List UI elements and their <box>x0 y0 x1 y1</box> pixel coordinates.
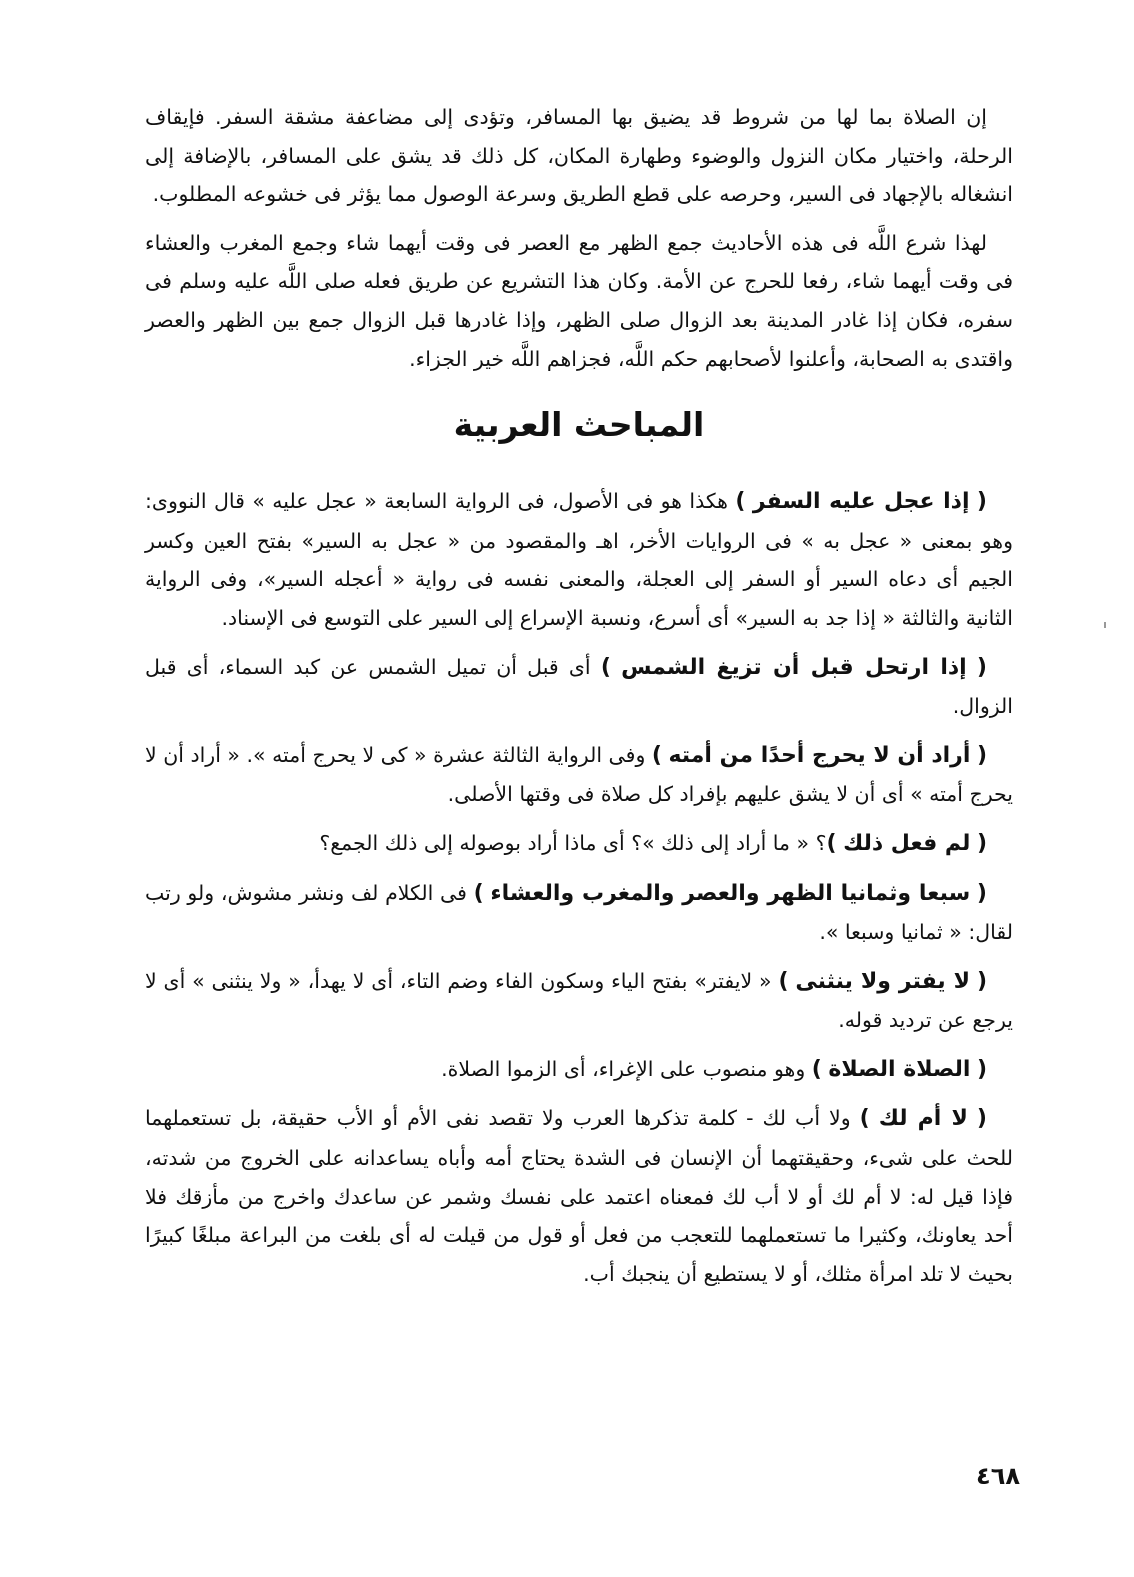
entry-lemma: إذا عجل عليه السفر <box>752 489 970 515</box>
intro-paragraph-2: لهذا شرع اللَّه فى هذه الأحاديث جمع الظهر مع العصر فى وقت أيهما شاء وجمع المغرب والعشاء فى وقت أيهما شاء، رفعا للحرج عن الأمة. وكان هذا التشريع عن طريق فعله صلى اللَّه عليه وسلم فى سفره، فكان إذا غادر المدينة بعد الزوال صلى الظهر، وإذا غادرها قبل الزوال جمع بين الظهر والعصر واقتدى به الصحابة، وأعلنوا لأصحابهم حكم اللَّه، فجزاهم اللَّه خير الجزاء. <box>145 230 1013 371</box>
entry-text: ولا أب لك - كلمة تذكرها العرب ولا تقصد نفى الأم أو الأب حقيقة، بل تستعملهما للحث على شىء، وحقيقتهما أن الإنسان فى الشدة يحتاج أمه وأباه يساعدانه على الخروج من شدته، فإذا قيل له: لا أم لك أو لا أب لك فمعناه اعتمد على نفسك وشمر عن ساعدك واخرج من مأزقك فلا أحد يعاونك، وكثيرا ما تستعملهما للتعجب من فعل أو قول من قيلت له أى بلغت من البراعة مبلغًا كبيرًا بحيث لا تلد امرأة مثلك، أو لا يستطيع أن ينجبك أب. <box>145 1106 1013 1286</box>
entry-paragraph: ( إذا عجل عليه السفر ) هكذا هو فى الأصول، فى الرواية السابعة « عجل عليه » قال النووى: وهو بمعنى « عجل به » فى الروايات الأخر، اهـ والمقصود من « عجل به السير» بفتح العين وكسر الجيم أى دعاه السير أو السفر إلى العجلة، والمعنى نفسه فى رواية « أعجله السير»، وفى الرواية الثانية والثالثة « إذا جد به السير» أى أسرع، ونسبة الإسراع إلى السير على التوسع فى الإسناد. <box>145 489 1013 630</box>
entry-paragraph: ( أراد أن لا يحرج أحدًا من أمته ) وفى الرواية الثالثة عشرة « كى لا يحرج أمته ». « أراد أن لا يحرج أمته » أى أن لا يشق عليهم بإفراد كل صلاة فى وقتها الأصلى. <box>145 742 1013 807</box>
entry-lemma: لا يفتر ولا ينثنى <box>795 968 971 994</box>
entry-lemma: الصلاة الصلاة <box>828 1056 971 1082</box>
entry-text: وهو منصوب على الإغراء، أى الزموا الصلاة. <box>441 1056 812 1081</box>
entry-text: وفى الرواية الثالثة عشرة « كى لا يحرج أمته ». « أراد أن لا يحرج أمته » أى أن لا يشق عليهم بإفراد كل صلاة فى وقتها الأصلى. <box>145 742 1013 807</box>
entry-paragraph: ( الصلاة الصلاة ) وهو منصوب على الإغراء، أى الزموا الصلاة. <box>441 1056 987 1082</box>
entry-text: « لايفتر» بفتح الياء وسكون الفاء وضم التاء، أى لا يهدأ، « ولا ينثنى » أى لا يرجع عن ترديد قوله. <box>145 968 1013 1033</box>
intro-paragraph-1: إن الصلاة بما لها من شروط قد يضيق بها المسافر، وتؤدى إلى مضاعفة مشقة السفر. فإيقاف الرحلة، واختيار مكان النزول والوضوء وطهارة المكان، كل ذلك قد يشق على المسافر، بالإضافة إلى انشغاله بالإجهاد فى السير، وحرصه على قطع الطريق وسرعة الوصول مما يؤثر فى خشوعه المطلوب. <box>145 105 1013 207</box>
entry-lemma: لا أم لك <box>878 1106 968 1132</box>
page-body <box>145 98 1013 1303</box>
entry-paragraph: ( إذا ارتحل قبل أن تزيغ الشمس ) أى قبل أن تميل الشمس عن كبد السماء، أى قبل الزوال. <box>145 654 1013 719</box>
section-title: المباحث العربية <box>453 405 705 445</box>
entry-text: هكذا هو فى الأصول، فى الرواية السابعة « عجل عليه » قال النووى: وهو بمعنى « عجل به » فى الروايات الأخر، اهـ والمقصود من « عجل به السير» بفتح العين وكسر الجيم أى دعاه السير أو السفر إلى العجلة، والمعنى نفسه فى رواية « أعجله السير»، وفى الرواية الثانية والثالثة « إذا جد به السير» أى أسرع، ونسبة الإسراع إلى السير على التوسع فى الإسناد. <box>145 489 1013 630</box>
entry-paragraph: ( سبعا وثمانيا الظهر والعصر والمغرب والعشاء ) فى الكلام لف ونشر مشوش، ولو رتب لقال: « ثمانيا وسبعا ». <box>145 880 1013 945</box>
entry-lemma: لم فعل ذلك <box>843 830 971 856</box>
page-number: ٤٦٨ <box>976 1462 1020 1490</box>
entry-lemma: أراد أن لا يحرج أحدًا من أمته <box>668 742 971 768</box>
entry-text: فى الكلام لف ونشر مشوش، ولو رتب لقال: « ثمانيا وسبعا ». <box>145 880 1013 945</box>
entry-paragraph: ( لا أم لك ) ولا أب لك - كلمة تذكرها العرب ولا تقصد نفى الأم أو الأب حقيقة، بل تستعملهما للحث على شىء، وحقيقتهما أن الإنسان فى الشدة يحتاج أمه وأباه يساعدانه على الخروج من شدته، فإذا قيل له: لا أم لك أو لا أب لك فمعناه اعتمد على نفسك وشمر عن ساعدك واخرج من مأزقك فلا أحد يعاونك، وكثيرا ما تستعملهما للتعجب من فعل أو قول من قيلت له أى بلغت من البراعة مبلغًا كبيرًا بحيث لا تلد امرأة مثلك، أو لا يستطيع أن ينجبك أب. <box>145 1106 1013 1286</box>
entry-lemma: إذا ارتحل قبل أن تزيغ الشمس <box>621 654 967 680</box>
entry-lemma: سبعا وثمانيا الظهر والعصر والمغرب والعشاء <box>490 880 971 906</box>
entry-paragraph: ( لا يفتر ولا ينثنى ) « لايفتر» بفتح الياء وسكون الفاء وضم التاء، أى لا يهدأ، « ولا ينثنى » أى لا يرجع عن ترديد قوله. <box>145 968 1013 1033</box>
entry-text: أى قبل أن تميل الشمس عن كبد السماء، أى قبل الزوال. <box>145 654 1013 719</box>
entry-text: ؟ « ما أراد إلى ذلك »؟ أى ماذا أراد بوصوله إلى ذلك الجمع؟ <box>319 830 827 855</box>
scan-speck <box>1104 622 1106 628</box>
entry-paragraph: ( لم فعل ذلك )؟ « ما أراد إلى ذلك »؟ أى ماذا أراد بوصوله إلى ذلك الجمع؟ <box>319 830 987 856</box>
